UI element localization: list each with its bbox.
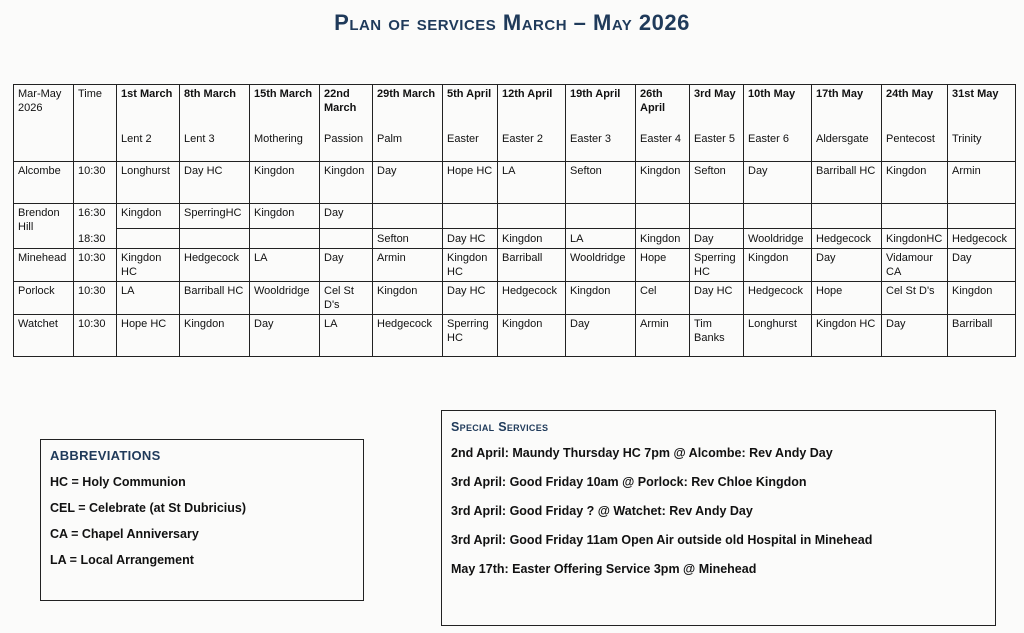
- special-services-box: [441, 410, 996, 626]
- preacher-cell: Kingdon: [948, 282, 1016, 315]
- preacher-cell: Hope: [636, 249, 690, 282]
- preacher-cell: Day: [320, 249, 373, 282]
- date-label: 31st May: [952, 88, 999, 100]
- sunday-label: Easter 3: [570, 133, 611, 145]
- sunday-label: Easter 6: [748, 133, 789, 145]
- preacher-cell: [744, 204, 812, 229]
- date-header: [320, 85, 373, 162]
- preacher-cell: Wooldridge: [744, 229, 812, 249]
- special-service-item: 3rd April: Good Friday 10am @ Porlock: Rev Chloe Kingdon: [451, 475, 807, 489]
- preacher-cell: Tim Banks: [690, 315, 744, 357]
- preacher-cell: Hedgecock: [498, 282, 566, 315]
- preacher-cell: Day: [882, 315, 948, 357]
- sunday-label: Lent 3: [184, 133, 215, 145]
- date-label: 12th April: [502, 88, 553, 100]
- preacher-cell: Day HC: [443, 282, 498, 315]
- date-header: [180, 85, 250, 162]
- preacher-cell: Armin: [948, 162, 1016, 204]
- preacher-cell: Barriball: [948, 315, 1016, 357]
- place-cell: Brendon Hill: [14, 204, 74, 249]
- sunday-label: Aldersgate: [816, 133, 869, 145]
- table-row-minehead: [14, 249, 1016, 282]
- preacher-cell: Day HC: [690, 282, 744, 315]
- preacher-cell: Kingdon: [636, 162, 690, 204]
- preacher-cell: Kingdon: [636, 229, 690, 249]
- preacher-cell: Wooldridge: [566, 249, 636, 282]
- corner-cell: Mar-May 2026: [14, 85, 74, 162]
- preacher-cell: Day HC: [180, 162, 250, 204]
- special-service-item: 3rd April: Good Friday 11am Open Air outside old Hospital in Minehead: [451, 533, 873, 547]
- preacher-cell: LA: [566, 229, 636, 249]
- preacher-cell: Sperring HC: [690, 249, 744, 282]
- preacher-cell: Cel St D's: [320, 282, 373, 315]
- table-row-watchet: [14, 315, 1016, 357]
- date-header: [117, 85, 180, 162]
- special-service-item: 3rd April: Good Friday ? @ Watchet: Rev Andy Day: [451, 504, 753, 518]
- preacher-cell: Barriball: [498, 249, 566, 282]
- sunday-label: Passion: [324, 133, 364, 145]
- sunday-label: Palm: [377, 133, 403, 145]
- date-header: [250, 85, 320, 162]
- date-label: 26th April: [640, 88, 666, 114]
- time-cell: 10:30: [74, 249, 117, 282]
- preacher-cell: Day HC: [443, 229, 498, 249]
- preacher-cell: Barriball HC: [180, 282, 250, 315]
- preacher-cell: SperringHC: [180, 204, 250, 229]
- preacher-cell: Hedgecock: [744, 282, 812, 315]
- page-title: Plan of services March – May 2026: [334, 10, 690, 35]
- preacher-cell: [373, 204, 443, 229]
- preacher-cell: [882, 204, 948, 229]
- preacher-cell: Day: [812, 249, 882, 282]
- preacher-cell: Day: [373, 162, 443, 204]
- preacher-cell: Kingdon: [882, 162, 948, 204]
- sunday-label: Mothering: [254, 133, 303, 145]
- sunday-label: Easter 5: [694, 133, 735, 145]
- sunday-label: Easter: [447, 133, 479, 145]
- time-cell: 10:30: [74, 282, 117, 315]
- sunday-label: Trinity: [952, 133, 982, 145]
- abbreviation-item: CA = Chapel Anniversary: [50, 527, 199, 541]
- preacher-cell: Kingdon: [180, 315, 250, 357]
- date-label: 3rd May: [694, 88, 736, 100]
- date-header: [373, 85, 443, 162]
- preacher-cell: Sefton: [566, 162, 636, 204]
- abbreviations-box: [40, 439, 364, 601]
- abbreviation-item: CEL = Celebrate (at St Dubricius): [50, 501, 246, 515]
- preacher-cell: Day: [690, 229, 744, 249]
- preacher-cell: Vidamour CA: [882, 249, 948, 282]
- preacher-cell: Day: [948, 249, 1016, 282]
- place-cell: Alcombe: [14, 162, 74, 204]
- sunday-label: Pentecost: [886, 133, 935, 145]
- time-header: Time: [74, 85, 117, 162]
- time-cell: 18:30: [74, 229, 117, 249]
- preacher-cell: [948, 204, 1016, 229]
- place-cell: Watchet: [14, 315, 74, 357]
- preacher-cell: [498, 204, 566, 229]
- preacher-cell: Kingdon HC: [117, 249, 180, 282]
- preacher-cell: [636, 204, 690, 229]
- preacher-cell: Barriball HC: [812, 162, 882, 204]
- preacher-cell: Day: [566, 315, 636, 357]
- preacher-cell: Hope HC: [443, 162, 498, 204]
- preacher-cell: Kingdon: [498, 315, 566, 357]
- date-label: 22nd March: [324, 88, 357, 114]
- date-label: 1st March: [121, 88, 173, 100]
- preacher-cell: Kingdon: [498, 229, 566, 249]
- preacher-cell: Armin: [636, 315, 690, 357]
- table-row-brendon-1830: [14, 229, 1016, 249]
- preacher-cell: [250, 229, 320, 249]
- preacher-cell: Sperring HC: [443, 315, 498, 357]
- special-services-heading: Special Services: [451, 420, 549, 434]
- preacher-cell: Cel: [636, 282, 690, 315]
- preacher-cell: LA: [320, 315, 373, 357]
- preacher-cell: Kingdon HC: [443, 249, 498, 282]
- date-label: 10th May: [748, 88, 796, 100]
- preacher-cell: LA: [498, 162, 566, 204]
- date-header: [812, 85, 882, 162]
- time-cell: 10:30: [74, 162, 117, 204]
- place-cell: Porlock: [14, 282, 74, 315]
- date-label: 8th March: [184, 88, 236, 100]
- preacher-cell: Day: [744, 162, 812, 204]
- preacher-cell: Day: [250, 315, 320, 357]
- place-cell: Minehead: [14, 249, 74, 282]
- preacher-cell: [443, 204, 498, 229]
- preacher-cell: [117, 229, 180, 249]
- table-row-alcombe: [14, 162, 1016, 204]
- date-header: [948, 85, 1016, 162]
- table-header-row: [14, 85, 1016, 162]
- preacher-cell: [180, 229, 250, 249]
- sunday-label: Easter 4: [640, 133, 681, 145]
- date-header: [636, 85, 690, 162]
- preacher-cell: Sefton: [373, 229, 443, 249]
- preacher-cell: Hedgecock: [180, 249, 250, 282]
- preacher-cell: Hope: [812, 282, 882, 315]
- date-header: [566, 85, 636, 162]
- time-cell: 16:30: [74, 204, 117, 229]
- preacher-cell: Kingdon: [250, 204, 320, 229]
- preacher-cell: Cel St D's: [882, 282, 948, 315]
- preacher-cell: LA: [250, 249, 320, 282]
- preacher-cell: Kingdon: [117, 204, 180, 229]
- services-plan-table: [13, 84, 1016, 357]
- preacher-cell: Longhurst: [117, 162, 180, 204]
- sunday-label: Easter 2: [502, 133, 543, 145]
- date-header: [882, 85, 948, 162]
- preacher-cell: Kingdon: [320, 162, 373, 204]
- date-label: 19th April: [570, 88, 621, 100]
- abbreviation-item: LA = Local Arrangement: [50, 553, 194, 567]
- preacher-cell: Day: [320, 204, 373, 229]
- preacher-cell: Kingdon: [250, 162, 320, 204]
- date-label: 15th March: [254, 88, 313, 100]
- table-row-brendon-1630: [14, 204, 1016, 229]
- preacher-cell: [320, 229, 373, 249]
- sunday-label: Lent 2: [121, 133, 152, 145]
- preacher-cell: [812, 204, 882, 229]
- preacher-cell: Sefton: [690, 162, 744, 204]
- time-cell: 10:30: [74, 315, 117, 357]
- date-label: 24th May: [886, 88, 934, 100]
- preacher-cell: Hope HC: [117, 315, 180, 357]
- preacher-cell: Longhurst: [744, 315, 812, 357]
- preacher-cell: Armin: [373, 249, 443, 282]
- date-header: [498, 85, 566, 162]
- preacher-cell: Kingdon HC: [812, 315, 882, 357]
- date-header: [690, 85, 744, 162]
- preacher-cell: Kingdon: [566, 282, 636, 315]
- preacher-cell: [690, 204, 744, 229]
- abbreviation-item: HC = Holy Communion: [50, 475, 186, 489]
- preacher-cell: Kingdon: [744, 249, 812, 282]
- preacher-cell: Hedgecock: [373, 315, 443, 357]
- preacher-cell: Hedgecock: [948, 229, 1016, 249]
- preacher-cell: KingdonHC: [882, 229, 948, 249]
- table-row-porlock: [14, 282, 1016, 315]
- date-header: [744, 85, 812, 162]
- date-label: 17th May: [816, 88, 864, 100]
- preacher-cell: Kingdon: [373, 282, 443, 315]
- date-label: 5th April: [447, 88, 492, 100]
- preacher-cell: LA: [117, 282, 180, 315]
- preacher-cell: Hedgecock: [812, 229, 882, 249]
- preacher-cell: Wooldridge: [250, 282, 320, 315]
- preacher-cell: [566, 204, 636, 229]
- special-service-item: 2nd April: Maundy Thursday HC 7pm @ Alcombe: Rev Andy Day: [451, 446, 833, 460]
- date-header: [443, 85, 498, 162]
- abbreviations-heading: ABBREVIATIONS: [50, 448, 161, 463]
- special-service-item: May 17th: Easter Offering Service 3pm @ Minehead: [451, 562, 757, 576]
- date-label: 29th March: [377, 88, 436, 100]
